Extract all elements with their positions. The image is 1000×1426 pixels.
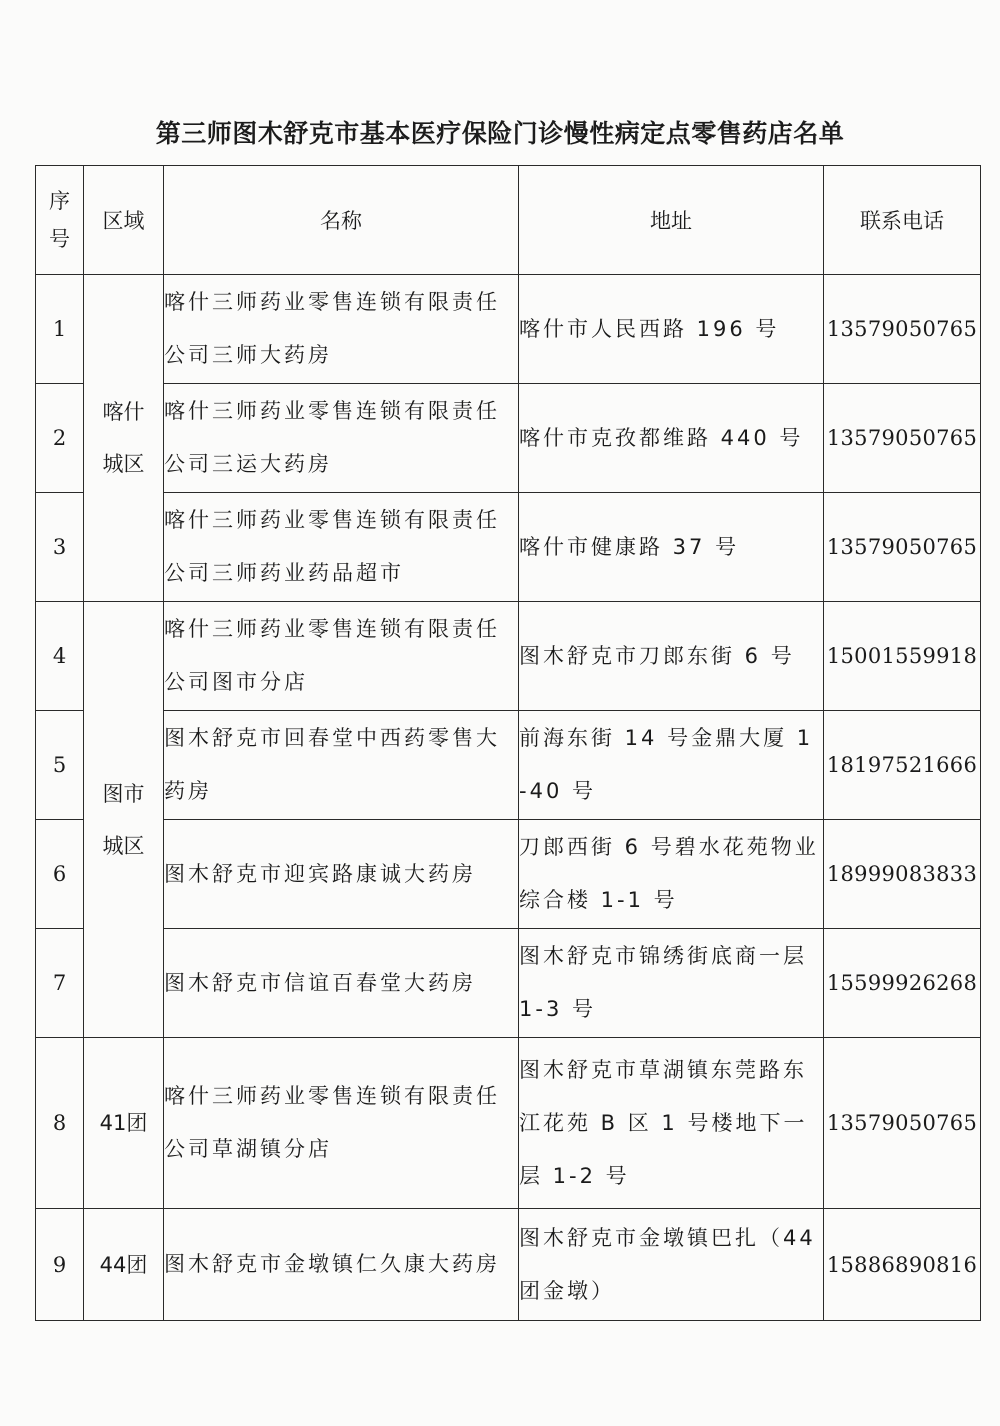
table-row: [36, 384, 981, 493]
row-phone: 13579050765: [824, 384, 981, 493]
row-name: 喀什三师药业零售连锁有限责任公司三师药业药品超市: [164, 493, 519, 602]
row-region: 41团: [84, 1038, 164, 1209]
row-phone: 13579050765: [824, 275, 981, 384]
table-row: [36, 602, 981, 711]
table-row: [36, 1038, 981, 1209]
row-region: 喀什城区: [84, 275, 164, 602]
row-name: 图木舒克市迎宾路康诚大药房: [164, 820, 519, 929]
table-row: [36, 493, 981, 602]
row-seq: 2: [36, 384, 84, 493]
row-address: 喀什市健康路 37 号: [519, 493, 824, 602]
row-region: 44团: [84, 1209, 164, 1321]
row-phone: 15599926268: [824, 929, 981, 1038]
row-seq: 7: [36, 929, 84, 1038]
row-name: 图木舒克市回春堂中西药零售大药房: [164, 711, 519, 820]
row-address: 喀什市人民西路 196 号: [519, 275, 824, 384]
row-name: 喀什三师药业零售连锁有限责任公司三运大药房: [164, 384, 519, 493]
row-seq: 4: [36, 602, 84, 711]
row-address: 图木舒克市金墩镇巴扎（44团金墩）: [519, 1209, 824, 1321]
table-row: [36, 929, 981, 1038]
row-seq: 6: [36, 820, 84, 929]
pharmacy-table: [35, 165, 981, 1321]
row-address: 图木舒克市锦绣街底商一层 1-3 号: [519, 929, 824, 1038]
row-seq: 3: [36, 493, 84, 602]
row-phone: 18999083833: [824, 820, 981, 929]
table-row: [36, 711, 981, 820]
row-name: 喀什三师药业零售连锁有限责任公司图市分店: [164, 602, 519, 711]
row-region: 图市城区: [84, 602, 164, 1038]
row-phone: 13579050765: [824, 493, 981, 602]
row-phone: 13579050765: [824, 1038, 981, 1209]
header-region: 区域: [84, 166, 164, 275]
row-name: 图木舒克市信谊百春堂大药房: [164, 929, 519, 1038]
header-address: 地址: [519, 166, 824, 275]
row-address: 图木舒克市草湖镇东莞路东江花苑 B 区 1 号楼地下一层 1-2 号: [519, 1038, 824, 1209]
row-address: 图木舒克市刀郎东街 6 号: [519, 602, 824, 711]
row-seq: 1: [36, 275, 84, 384]
row-name: 喀什三师药业零售连锁有限责任公司三师大药房: [164, 275, 519, 384]
row-address: 刀郎西街 6 号碧水花苑物业综合楼 1-1 号: [519, 820, 824, 929]
table-header-row: [36, 166, 981, 275]
row-phone: 18197521666: [824, 711, 981, 820]
table-row: [36, 820, 981, 929]
row-phone: 15001559918: [824, 602, 981, 711]
row-name: 喀什三师药业零售连锁有限责任公司草湖镇分店: [164, 1038, 519, 1209]
row-seq: 5: [36, 711, 84, 820]
row-address: 喀什市克孜都维路 440 号: [519, 384, 824, 493]
table-row: [36, 1209, 981, 1321]
document-title: 第三师图木舒克市基本医疗保险门诊慢性病定点零售药店名单: [155, 119, 845, 148]
row-address: 前海东街 14 号金鼎大厦 1-40 号: [519, 711, 824, 820]
header-seq: 序号: [36, 166, 84, 275]
table-row: [36, 275, 981, 384]
row-phone: 15886890816: [824, 1209, 981, 1321]
row-seq: 9: [36, 1209, 84, 1321]
header-phone: 联系电话: [824, 166, 981, 275]
row-seq: 8: [36, 1038, 84, 1209]
row-name: 图木舒克市金墩镇仁久康大药房: [164, 1209, 519, 1321]
header-name: 名称: [164, 166, 519, 275]
